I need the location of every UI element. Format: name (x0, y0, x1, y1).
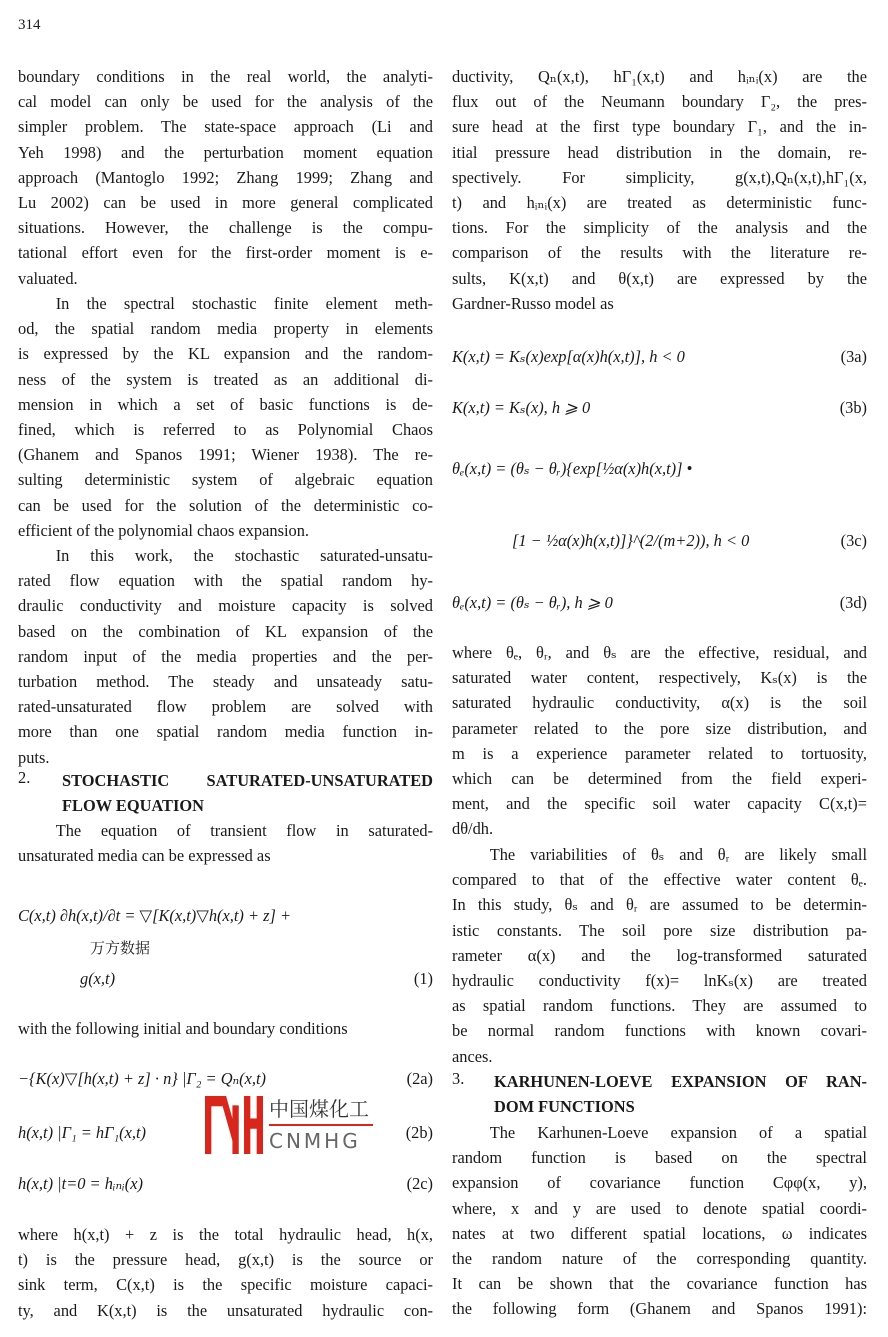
text-line: Yeh 1998) and the perturbation moment equation (18, 142, 433, 162)
paragraph (18, 291, 433, 543)
equation-3b (452, 395, 867, 420)
text-line: rated-unsaturated flow problem are solved with (18, 697, 433, 717)
text-line: KARHUNEN-LOEVE EXPANSION OF RAN- (494, 1072, 867, 1091)
text-line: The variabilities of θₛ and θᵣ are likely small (489, 845, 867, 864)
text-line: saturated hydraulic conductivity, α(x) is the soil (452, 693, 867, 713)
text-line: simpler problem. The state-space approach (Li and (18, 117, 433, 137)
watermark-rule (269, 1124, 373, 1126)
text-line: be normal random functions with known covari- (452, 1021, 867, 1041)
text-line: situations. However, the challenge is the compu- (18, 218, 433, 238)
text-line: STOCHASTIC SATURATED-UNSATURATED (62, 771, 433, 790)
paragraph (18, 1016, 433, 1041)
text-line: where, x and y are used to denote spatial coordi- (452, 1198, 867, 1218)
text-line: expansion of covariance function Cφφ(x, y), (452, 1173, 867, 1193)
text-line: In this study, θₛ and θᵣ are assumed to be determin- (452, 895, 867, 915)
section-title (62, 768, 433, 818)
text-line: od, the spatial random media property in elements (18, 319, 433, 339)
text-line: fined, which is referred to as Polynomial Chaos (18, 419, 433, 439)
section-title (494, 1069, 867, 1119)
equation-text: h(x,t) |t=0 = hᵢₙᵢ(x) (18, 1174, 143, 1193)
text-line: compared to that of the effective water content θₑ. (452, 870, 867, 890)
text-line: ances. (452, 1046, 493, 1066)
text-line: The Karhunen-Loeve expansion of a spatial (489, 1123, 867, 1142)
equation-3c-cont (452, 528, 867, 553)
text-line: nates at two different spatial locations, ω indicates (452, 1223, 867, 1243)
text-line: parameter related to the pore size distribution, and (452, 718, 867, 738)
paragraph (452, 640, 867, 842)
equation-text: C(x,t) ∂h(x,t)/∂t = ▽[K(x,t)▽h(x,t) + z] + (18, 906, 292, 925)
text-line: In the spectral stochastic finite element meth- (55, 294, 433, 313)
text-line: flux out of the Neumann boundary Γ₂, the pres- (452, 92, 867, 112)
equation-number: (3a) (840, 347, 867, 366)
paragraph (452, 1120, 867, 1322)
text-line: The equation of transient flow in saturated- (55, 821, 433, 840)
equation-text: K(x,t) = Kₛ(x), h ⩾ 0 (452, 398, 591, 417)
equation-text: h(x,t) |Γ₁ = hΓ₁(x,t) (18, 1123, 146, 1142)
paragraph (18, 64, 433, 291)
text-line: approach (Mantoglo 1992; Zhang 1999; Zhang and (18, 167, 433, 187)
text-line: rameter α(x) and the log-transformed saturated (452, 945, 867, 965)
text-line: sulting deterministic system of algebraic equation (18, 470, 433, 490)
text-line: rated flow equation with the spatial random hy- (18, 571, 433, 591)
watermark-cn: 中国煤化工 (269, 1097, 369, 1121)
equation-number: (3c) (840, 531, 867, 550)
text-line: FLOW EQUATION (62, 796, 204, 816)
equation-number: (2b) (405, 1123, 433, 1142)
text-line: more than one spatial random media function in- (18, 722, 433, 742)
equation-3d (452, 590, 867, 615)
equation-number: (2a) (406, 1069, 433, 1088)
text-line: puts. (18, 747, 50, 767)
text-line: DOM FUNCTIONS (494, 1097, 635, 1117)
text-line: hydraulic conductivity f(x)= lnKₛ(x) are treated (452, 970, 867, 990)
equation-text: θₑ(x,t) = (θₛ − θᵣ), h ⩾ 0 (452, 593, 613, 612)
text-line: turbation method. The steady and unsateady satu- (18, 671, 433, 691)
section-number: 2. (18, 768, 31, 787)
text-line: m is a experience parameter related to tortuosity, (452, 743, 867, 763)
equation-text: −{K(x)▽[h(x,t) + z] · n} |Γ₂ = Qₙ(x,t) (18, 1069, 267, 1088)
equation-text: [1 − ½α(x)h(x,t)]}^(2/(m+2)), h < 0 (512, 531, 750, 550)
text-line: It can be shown that the covariance function has (452, 1274, 867, 1294)
text-line: the following form (Ghanem and Spanos 1991): (452, 1299, 867, 1319)
text-line: with the following initial and boundary conditions (18, 1019, 348, 1038)
text-line: ment, and the specific soil water capacity C(x,t)= (452, 794, 867, 814)
equation-1 (18, 903, 433, 928)
equation-number: (3b) (839, 398, 867, 417)
equation-number: (2c) (406, 1174, 433, 1193)
text-line: as spatial random functions. They are assumed to (452, 996, 867, 1016)
text-line: In this work, the stochastic saturated-unsatu- (55, 546, 433, 565)
watermark-en: CNMHG (269, 1129, 361, 1153)
paragraph (18, 543, 433, 770)
text-line: itial pressure head distribution in the domain, re- (452, 142, 867, 162)
text-line: unsaturated media can be expressed as (18, 846, 271, 866)
paragraph (18, 818, 433, 868)
text-line: spectively. For simplicity, g(x,t),Qₙ(x,t),hΓ₁(x, (452, 167, 867, 187)
text-line: random input of the media properties and the per- (18, 646, 433, 666)
text-line: tational effort even for the first-order moment is e- (18, 243, 433, 263)
text-line: comparison of the results with the literature re- (452, 243, 867, 263)
text-line: where θₑ, θᵣ, and θₛ are the effective, residual, and (452, 643, 867, 662)
text-line: dθ/dh. (452, 819, 494, 839)
text-line: ness of the system is treated as an additional di- (18, 369, 433, 389)
text-line: is expressed by the KL expansion and the random- (18, 344, 433, 364)
equation-number: (3d) (839, 593, 867, 612)
equation-3c (452, 456, 867, 481)
equation-1-cont (18, 966, 433, 991)
equation-number: (1) (413, 969, 433, 988)
text-line: where h(x,t) + z is the total hydraulic head, h(x, (18, 1225, 433, 1244)
wanfang-watermark: 万方数据 (90, 939, 151, 957)
text-line: efficient of the polynomial chaos expansion. (18, 520, 310, 540)
text-line: cal model can only be used for the analysis of the (18, 92, 433, 112)
paragraph (18, 1222, 433, 1323)
section-number: 3. (452, 1069, 465, 1088)
text-line: saturated water content, respectively, Kₛ(x) is the (452, 668, 867, 688)
equation-2a (18, 1066, 433, 1091)
text-line: can be used for the solution of the deterministic co- (18, 495, 433, 515)
text-line: random function is based on the spectral (452, 1148, 867, 1168)
text-line: draulic conductivity and moisture capacity is solved (18, 596, 433, 616)
text-line: Gardner-Russo model as (452, 293, 614, 313)
text-line: sure head at the first type boundary Γ₁, and the in- (452, 117, 867, 137)
text-line: istic constants. The soil pore size distribution pa- (452, 920, 867, 940)
text-line: ty, and K(x,t) is the unsaturated hydraulic con- (18, 1300, 433, 1320)
equation-text: θₑ(x,t) = (θₛ − θᵣ){exp[½α(x)h(x,t)] • (452, 459, 693, 478)
text-line: mension in which a set of basic functions is de- (18, 394, 433, 414)
text-line: ductivity, Qₙ(x,t), hΓ₁(x,t) and hᵢₙᵢ(x) are the (452, 67, 867, 86)
page-number: 314 (18, 17, 41, 33)
text-line: (Ghanem and Spanos 1991; Wiener 1938). The re- (18, 445, 433, 465)
paragraph (452, 842, 867, 1069)
paragraph (452, 64, 867, 316)
text-line: sink term, C(x,t) is the specific moisture capaci- (18, 1275, 433, 1295)
text-line: valuated. (18, 268, 78, 288)
equation-text: g(x,t) (80, 969, 116, 988)
text-line: t) and hᵢₙᵢ(x) are treated as deterministic func- (452, 192, 867, 212)
text-line: the random nature of the corresponding quantity. (452, 1248, 867, 1268)
text-line: sults, K(x,t) and θ(x,t) are expressed by the (452, 268, 867, 288)
text-line: which can be determined from the field experi- (452, 768, 867, 788)
equation-2c (18, 1171, 433, 1196)
text-line: based on the combination of KL expansion of the (18, 621, 433, 641)
equation-3a (452, 344, 867, 369)
cnmhg-watermark-logo (205, 1096, 383, 1154)
text-line: boundary conditions in the real world, the analyti- (18, 67, 433, 86)
equation-text: K(x,t) = Kₛ(x)exp[α(x)h(x,t)], h < 0 (452, 347, 685, 366)
text-line: t) is the pressure head, g(x,t) is the source or (18, 1250, 433, 1270)
text-line: Lu 2002) can be used in more general complicated (18, 192, 433, 212)
mh-logo-icon (205, 1096, 263, 1154)
text-line: tions. For the simplicity of the analysis and the (452, 218, 867, 238)
